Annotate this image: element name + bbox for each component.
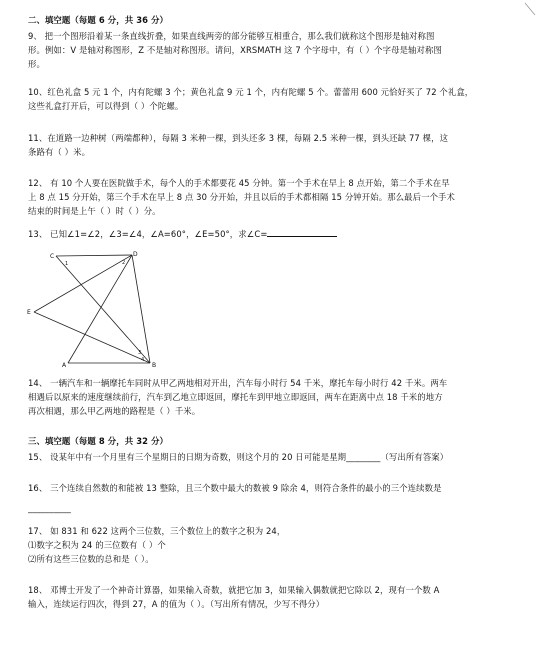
- question-18: 18、 邓博士开发了一个神奇计算器，如果输入奇数，就把它加 3，如果输入偶数就把它除以 2，现有一个数 A 输入，连续运行四次，得到 27，A 的值为（ ）。（写出所有情况，少写不得分）: [28, 585, 440, 609]
- label-A: A: [62, 362, 67, 368]
- angle-3-label: 3: [138, 350, 142, 356]
- question-11: 11、在道路一边种树（两端都种），每隔 3 米种一棵，到头还多 3 棵，每隔 2.5 米种一棵，到头还缺 77 棵，这 条路有（ ）米。: [28, 133, 449, 157]
- angle-1-label: 1: [65, 261, 69, 267]
- question-15: 15、 设某年中有一个月里有三个星期日的日期为奇数，则这个月的 20 日可能是星期________（写出所有答案）: [28, 452, 449, 462]
- label-C: C: [50, 253, 55, 260]
- question-10: 10、红色礼盒 5 元 1 个，内有陀螺 3 个；黄色礼盒 9 元 1 个，内有陀螺 5 个。蕾蕾用 600 元恰好买了 72 个礼盒， 这些礼盒打开后，可以得到（ ）个陀螺。: [28, 87, 474, 111]
- corner-mark: [523, 2, 537, 16]
- label-B: B: [152, 362, 157, 368]
- section3-heading: 三、填空题（每题 8 分，共 32 分）: [28, 436, 169, 446]
- question-17: 17、 如 831 和 622 这两个三位数，三个数位上的数字之积为 24， ⑴数字之积为 24 的三位数有（ ）个 ⑵所有这些三位数的总和是（ ）。: [28, 526, 286, 564]
- question-12: 12、 有 10 个人要在医院做手术，每个人的手术都要花 45 分钟。第一个手术在早上 8 点开始，第二个手术在早 上 8 点 15 分开始，第三个手术在早上 8 点 30 分开始，并且以后的手术都相隔 15 分钟开始。那么最后一个手术 结束的时间是上午（ ）时（ ）分。: [28, 178, 455, 216]
- angle-2-label: 2: [122, 260, 126, 266]
- angle-4-label: 4: [141, 357, 145, 363]
- question-14: 14、 一辆汽车和一辆摩托车同时从甲乙两地相对开出，汽车每小时行 54 千米，摩托车每小时行 42 千米。两车 相遇后以原来的速度继续前行，汽车到乙地立即返回，摩托车到甲地立即返回，两车在距离中点 18 千米的地方 再次相遇，那么甲乙两地的路程是（ ）千米。: [28, 378, 448, 416]
- label-E: E: [27, 309, 31, 316]
- section2-heading: 二、填空题（每题 6 分，共 36 分）: [28, 15, 169, 25]
- question-9: 9、 把一个图形沿着某一条直线折叠，如果直线两旁的部分能够互相重合，那么我们就称这个图形是轴对称图 形。例如：V 是轴对称图形，Z 不是轴对称图形。请问，XRSMATH 这 7 个字母中，有（ ）个字母是轴对称图 形。: [28, 31, 442, 69]
- geometry-figure: [26, 250, 166, 368]
- label-D: D: [133, 251, 138, 258]
- question-13: 13、 已知∠1=∠2，∠3=∠4，∠A=60°，∠E=50°，求∠C=: [28, 227, 516, 241]
- question-16: 16、 三个连续自然数的和能被 13 整除，且三个数中最大的数被 9 除余 4，则符合条件的最小的三个连续数是 __________: [28, 483, 442, 513]
